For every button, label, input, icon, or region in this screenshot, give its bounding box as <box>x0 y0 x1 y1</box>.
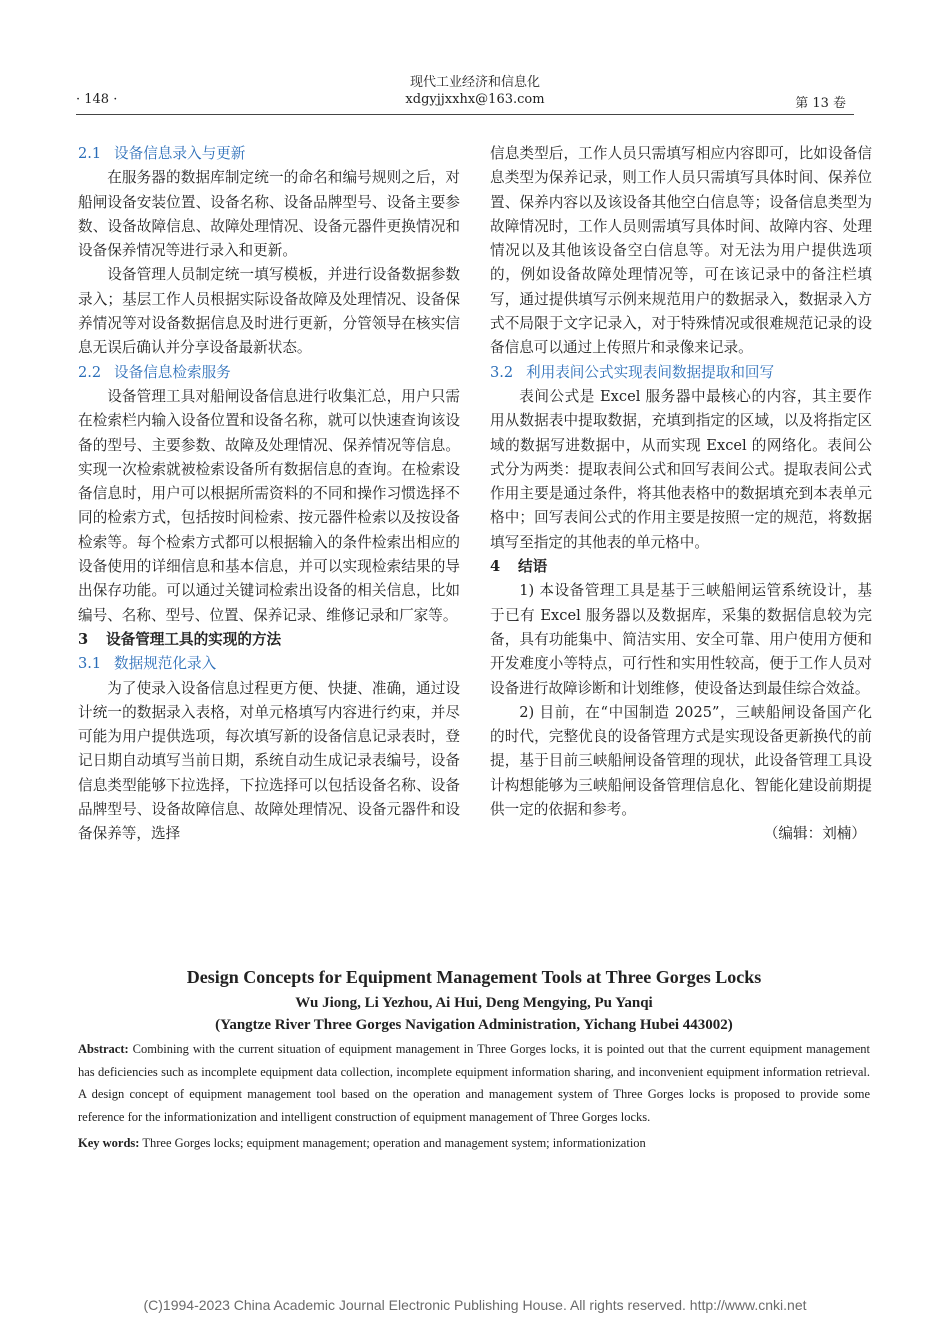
journal-email: xdgyjjxxhx@163.com <box>405 92 545 107</box>
page-number: · 148 · <box>76 92 118 107</box>
keywords-label: Key words: <box>78 1136 140 1151</box>
copyright-footer: (C)1994-2023 China Academic Journal Electronic Publishing House. All rights reserved. http://www.cnki.net <box>143 1297 807 1313</box>
paragraph: 设备管理人员制定统一填写模板，并进行设备数据参数录入；基层工作人员根据实际设备故障及处理情况、设备保养情况等对设备数据信息及时进行更新，分管领导在核实信息无误后确认并分享设备最新状态。 <box>78 266 460 357</box>
editor-note: （编辑：刘楠） <box>763 825 866 843</box>
volume-label: 第 13 卷 <box>795 96 846 111</box>
right-column <box>490 142 872 847</box>
paragraph: 信息类型后，工作人员只需填写相应内容即可，比如设备信息类型为保养记录，则工作人员只需填写具体时间、保养位置、保养内容以及该设备其他空白信息等；设备信息类型为故障情况时，工作人员则需填写具体时间、故障内容、处理情况以及其他该设备空白信息等。对无法为用户提供选项的，例如设备故障处理情况等，可在该记录中的备注栏填写，通过提供填写示例来规范用户的数据录入，数据录入方式不局限于文字记录入，对于特殊情况或很难规范记录的设备信息可以通过上传照片和录像来记录。 <box>490 145 872 357</box>
section-heading-2-1: 2.1 设备信息录入与更新 <box>78 145 246 162</box>
section-heading-3: 3 设备管理工具的实现的方法 <box>78 630 282 648</box>
paragraph: 在服务器的数据库制定统一的命名和编号规则之后，对船闸设备安装位置、设备名称、设备品牌型号、设备主要参数、设备故障信息、故障处理情况、设备元器件更换情况和设备保养情况等进行录入和更新。 <box>78 169 460 260</box>
english-title: Design Concepts for Equipment Management Tools at Three Gorges Locks <box>186 967 762 987</box>
left-column <box>78 142 460 847</box>
conclusion-item: 1) 本设备管理工具是基于三峡船闸运管系统设计，基于已有 Excel 服务器以及数据库，采集的数据信息较为完备，具有功能集中、简洁实用、安全可靠、用户使用方便和开发难度小等特点，可行性和实用性较高，便于工作人员对设备进行故障诊断和计划维修，使设备达到最佳综合效益。 <box>490 582 872 697</box>
english-abstract <box>78 1038 870 1128</box>
conclusion-item: 2) 目前，在“中国制造 2025”，三峡船闸设备国产化的时代，完整优良的设备管理方式是实现设备更新换代的前提，基于目前三峡船闸设备管理的现状，此设备管理工具设计构想能够为三峡船闸设备管理信息化、智能化建设前期提供一定的依据和参考。 <box>490 703 872 819</box>
journal-title: 现代工业经济和信息化 <box>409 75 540 90</box>
english-authors: Wu Jiong, Li Yezhou, Ai Hui, Deng Mengying, Pu Yanqi <box>295 995 653 1011</box>
english-keywords <box>78 1132 870 1154</box>
paragraph: 设备管理工具对船闸设备信息进行收集汇总，用户只需在检索栏内输入设备位置和设备名称，就可以快速查询该设备的型号、主要参数、故障及处理情况、保养情况等信息。实现一次检索就被检索设备所有数据信息的查询。在检索设备信息时，用户可以根据所需资料的不同和操作习惯选择不同的检索方式，包括按时间检索、按元器件检索以及按设备检索等。每个检索方式都可以根据输入的条件检索出相应的设备使用的详细信息和基本信息，并可以实现检索结果的导出保存功能。可以通过关键词检索出设备的相关信息，比如编号、名称、型号、位置、保养记录、维修记录和厂家等。 <box>78 387 460 624</box>
section-heading-3-2: 3.2 利用表间公式实现表间数据提取和回写 <box>490 363 775 381</box>
abstract-text: Combining with the current situation of equipment management in Three Gorges locks, it is pointed out that the current equipment management has deficiencies such as incomplete equipment data collection, incomplete equipment information sharing, and inconvenient equipment information retrieval. A design concept of equipment management tool based on the operation and management system of Three Gorges locks is proposed to provide some reference for the informationization and intelligent construction of equipment management of Three Gorges locks. <box>78 1042 870 1124</box>
paragraph: 表间公式是 Excel 服务器中最核心的内容，其主要作用从数据表中提取数据，充填到指定的区域，以及将指定区域的数据写进数据中，从而实现 Excel 的网络化。表间公式分为两类：提取表间公式和回写表间公式。提取表间公式作用主要是通过条件，将其他表格中的数据填充到本表单元格中；回写表间公式的作用主要是按照一定的规范，将数据填写至指定的其他表的单元格中。 <box>490 387 872 551</box>
english-affiliation: (Yangtze River Three Gorges Navigation Administration, Yichang Hubei 443002) <box>215 1017 733 1033</box>
paragraph: 为了使录入设备信息过程更方便、快捷、准确，通过设计统一的数据录入表格，对单元格填写内容进行约束，并尽可能为用户提供选项，每次填写新的设备信息记录表时，登记日期自动填写当前日期，系统自动生成记录表编号，设备信息类型能够下拉选择，下拉选择可以包括设备名称、设备品牌型号、设备故障信息、故障处理情况、设备元器件和设备保养等，选择 <box>78 679 460 843</box>
header-rule <box>76 114 854 115</box>
abstract-label: Abstract: <box>78 1042 129 1056</box>
keywords-text: Three Gorges locks; equipment management; operation and management system; informationization <box>142 1136 646 1151</box>
page-header <box>0 74 950 120</box>
section-heading-4: 4 结语 <box>490 558 548 576</box>
section-heading-3-1: 3.1 数据规范化录入 <box>78 655 217 673</box>
section-heading-2-2: 2.2 设备信息检索服务 <box>78 363 231 381</box>
english-abstract-block <box>78 964 870 1154</box>
